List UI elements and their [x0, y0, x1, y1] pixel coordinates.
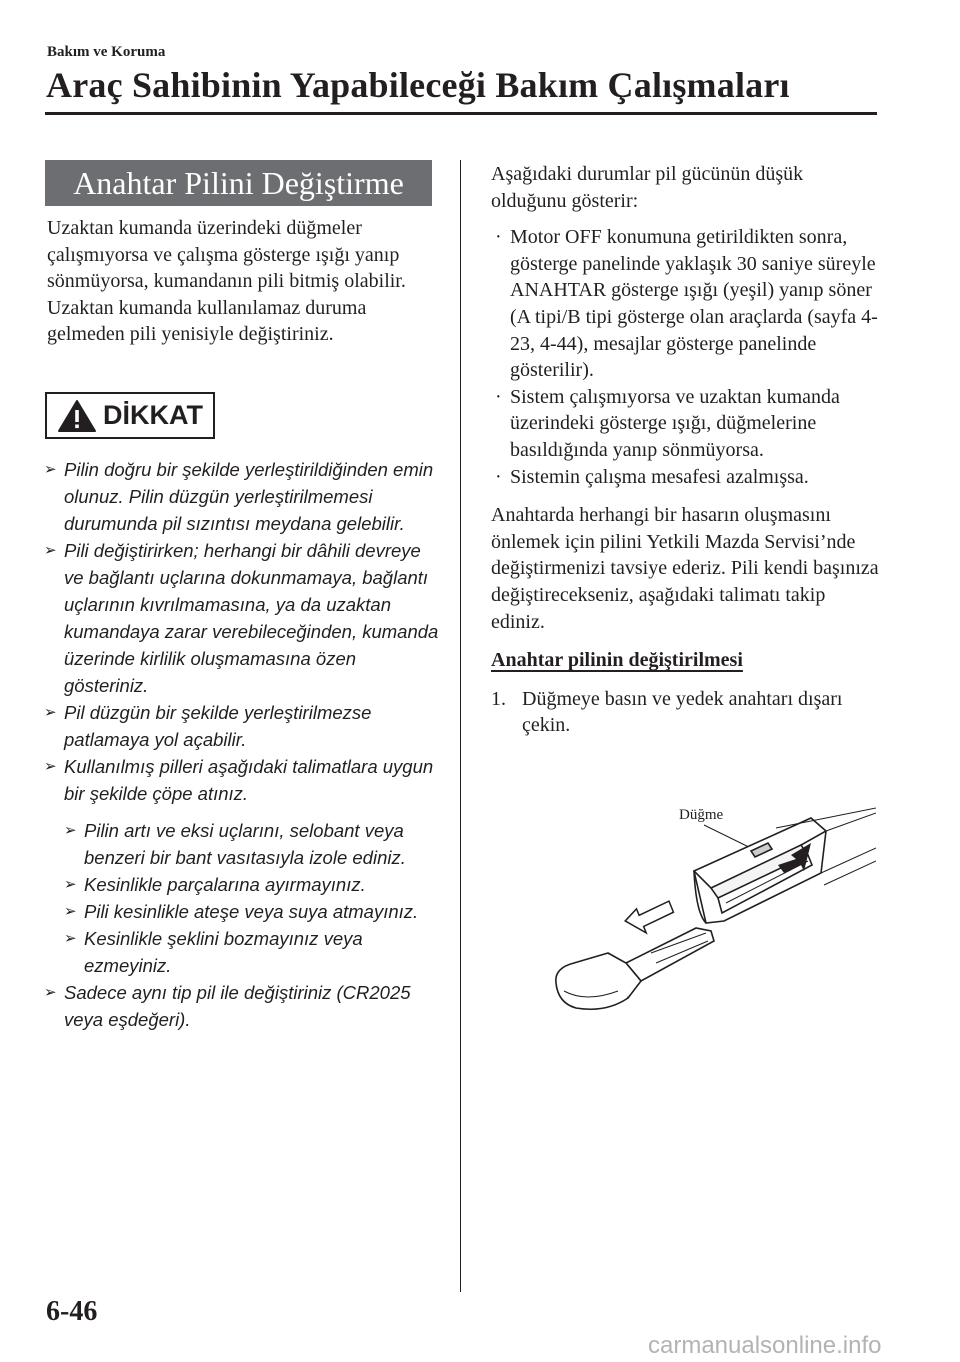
- section-label: Bakım ve Koruma: [47, 44, 166, 60]
- low-battery-intro: Aşağıdaki durumlar pil gücünün düşük olduğunu gösterir:: [491, 163, 804, 212]
- warning-item: ➢ Kullanılmış pilleri aşağıdaki talimatlara uygun bir şekilde çöpe atınız.: [44, 753, 444, 807]
- warning-triangle-icon: [57, 399, 97, 433]
- header-rule: [45, 112, 877, 115]
- warning-subitem: ➢ Kesinlikle şeklini bozmayınız veya ezmeyiniz.: [64, 925, 444, 979]
- arrow-bullet-icon: ➢: [44, 984, 57, 1001]
- intro-paragraph-1: Uzaktan kumanda üzerindeki düğmeler çalışmıyorsa ve çalışma gösterge ışığı yanıp sönmüyorsa, kumandanın pili bitmiş olabilir.: [47, 217, 406, 293]
- warning-sublist: [44, 817, 444, 979]
- warning-item: ➢ Pili değiştirirken; herhangi bir dâhili devreye ve bağlantı uçlarına dokunmamaya, bağlantı uçlarının kıvrılmamasına, ya da uzaktan kumandaya zarar verebileceğinden, kumanda üzerinde kirlilik oluşmamasına özen gösteriniz.: [44, 537, 444, 699]
- warning-subitem: ➢ Kesinlikle parçalarına ayırmayınız.: [64, 871, 444, 898]
- arrow-bullet-icon: ➢: [64, 903, 77, 920]
- button-label: Düğme: [679, 807, 724, 823]
- step-number: 1.: [491, 687, 506, 710]
- key-illustration: [546, 803, 876, 1028]
- site-watermark: carmanualsonline.info: [648, 1332, 882, 1359]
- list-item: · Motor OFF konumuna getirildikten sonra, gösterge panelinde yaklaşık 30 saniye süreyle ANAHTAR gösterge ışığı (yeşil) yanıp söner (A tipi/B tipi gösterge olan araçlarda (sayfa 4-23, 4-44), mesajlar gösterge panelinde gösterilir).: [495, 226, 878, 382]
- arrow-bullet-icon: ➢: [64, 930, 77, 947]
- service-advice: Anahtarda herhangi bir hasarın oluşmasını önlemek için pilini Yetkili Mazda Servisi’nde değiştirmenizi tavsiye ederiz. Pili kendi başınıza değiştirecekseniz, aşağıdaki talimatı takip ediniz.: [491, 504, 879, 633]
- warning-subitem: ➢ Pili kesinlikle ateşe veya suya atmayınız.: [64, 898, 444, 925]
- emergency-key-shape: [556, 928, 714, 1009]
- key-diagram: [546, 803, 876, 1028]
- arrow-bullet-icon: ➢: [44, 704, 57, 721]
- warning-label: DİKKAT: [103, 400, 203, 430]
- warning-subitem: ➢ Pilin artı ve eksi uçlarını, selobant veya benzeri bir bant vasıtasıyla izole ediniz.: [64, 817, 444, 871]
- low-battery-list: [491, 224, 881, 490]
- arrow-bullet-icon: ➢: [64, 876, 77, 893]
- arrow-bullet-icon: ➢: [64, 822, 77, 839]
- warning-label-box: [45, 392, 215, 439]
- pull-arrow-icon: [623, 896, 677, 938]
- step-1: [491, 686, 881, 739]
- page-number: 6-46: [46, 1296, 98, 1327]
- intro-text: [47, 215, 447, 348]
- intro-paragraph-2: Uzaktan kumanda kullanılamaz duruma gelmeden pili yenisiyle değiştiriniz.: [47, 296, 367, 346]
- arrow-bullet-icon: ➢: [44, 758, 57, 775]
- chapter-title: Araç Sahibinin Yapabileceği Bakım Çalışmaları: [46, 65, 790, 105]
- dot-bullet-icon: ·: [495, 465, 502, 488]
- arrow-bullet-icon: ➢: [44, 542, 57, 559]
- warning-item: ➢ Sadece aynı tip pil ile değiştiriniz (CR2025 veya eşdeğeri).: [44, 979, 444, 1033]
- dot-bullet-icon: ·: [495, 226, 502, 249]
- list-item: · Sistemin çalışma mesafesi azalmışsa.: [491, 464, 881, 491]
- step-text: Düğmeye basın ve yedek anahtarı dışarı çekin.: [522, 687, 843, 737]
- list-item: · Sistem çalışmıyorsa ve uzaktan kumanda üzerindeki gösterge ışığı, düğmelerine basıldığında yanıp sönmüyorsa.: [495, 385, 840, 461]
- right-column: [491, 161, 881, 739]
- warning-item: ➢ Pilin doğru bir şekilde yerleştirildiğinden emin olunuz. Pilin düzgün yerleştirilmemesi durumunda pil sızıntısı meydana gelebilir.: [44, 456, 444, 537]
- column-divider: [460, 160, 461, 1292]
- warning-item: ➢ Pil düzgün bir şekilde yerleştirilmezse patlamaya yol açabilir.: [44, 699, 444, 753]
- dot-bullet-icon: ·: [495, 385, 502, 408]
- section-banner: Anahtar Pilini Değiştirme: [45, 160, 432, 206]
- procedure-heading: Anahtar pilinin değiştirilmesi: [491, 649, 743, 672]
- arrow-bullet-icon: ➢: [44, 461, 57, 478]
- warning-list: [44, 456, 444, 1033]
